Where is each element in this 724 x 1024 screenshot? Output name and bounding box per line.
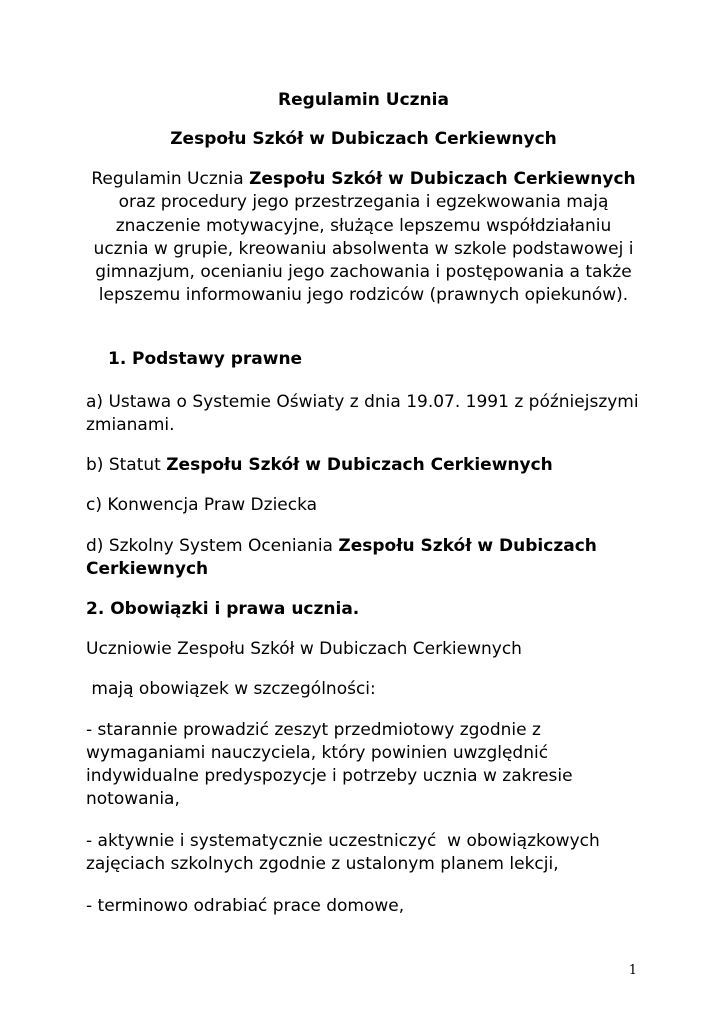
section-2-intro-line-2: mają obowiązek w szczególności:	[86, 679, 376, 699]
item-d-lead: d) Szkolny System Oceniania	[86, 536, 339, 556]
legal-basis-item-c: c) Konwencja Praw Dziecka	[86, 495, 318, 515]
section-1-heading	[108, 348, 641, 371]
duty-item: - terminowo odrabiać prace domowe,	[86, 896, 405, 916]
intro-rest: oraz procedury jego przestrzegania i egzekwowania mają znaczenie motywacyjne, służące lepszemu współdziałaniu ucznia w grupie, kreowaniu absolwenta w szkole podstawowej i gimnazjum, ocenianiu jego zachowania i postępowania a także lepszemu informowaniu jego rodziców (prawnych opiekunów).	[93, 192, 634, 306]
legal-basis-item-d	[86, 535, 641, 581]
duty-item: - aktywnie i systematycznie uczestniczyć w obowiązkowych zajęciach szkolnych zgodnie z ustalonym planem lekcji,	[86, 831, 606, 874]
intro-school-name: Zespołu Szkół w Dubiczach Cerkiewnych	[249, 169, 636, 189]
section-1-number: 1.	[108, 349, 127, 369]
section-1-title: Podstawy prawne	[132, 349, 303, 369]
section-2-heading: 2. Obowiązki i prawa ucznia.	[86, 599, 360, 619]
legal-basis-item-a: a) Ustawa o Systemie Oświaty z dnia 19.07. 1991 z późniejszymi zmianami.	[86, 392, 639, 435]
intro-paragraph	[86, 168, 641, 308]
item-b-lead: b) Statut	[86, 455, 167, 475]
item-b-school-name: Zespołu Szkół w Dubiczach Cerkiewnych	[166, 455, 553, 475]
section-2-intro-line-1: Uczniowie Zespołu Szkół w Dubiczach Cerkiewnych	[86, 639, 522, 659]
item-d-school-name: Zespołu Szkół w Dubiczach Cerkiewnych	[86, 536, 597, 579]
page-number: 1	[628, 963, 637, 978]
document-title: Regulamin Ucznia	[278, 90, 449, 110]
intro-lead: Regulamin Ucznia	[91, 169, 250, 189]
legal-basis-item-b	[86, 454, 641, 477]
duty-item: - starannie prowadzić zeszyt przedmiotowy zgodnie z wymaganiami nauczyciela, który powinien uwzględnić indywidualne predyspozycje i potrzeby ucznia w zakresie notowania,	[86, 720, 573, 809]
document-page	[86, 0, 641, 1024]
document-subtitle: Zespołu Szkół w Dubiczach Cerkiewnych	[170, 129, 557, 149]
